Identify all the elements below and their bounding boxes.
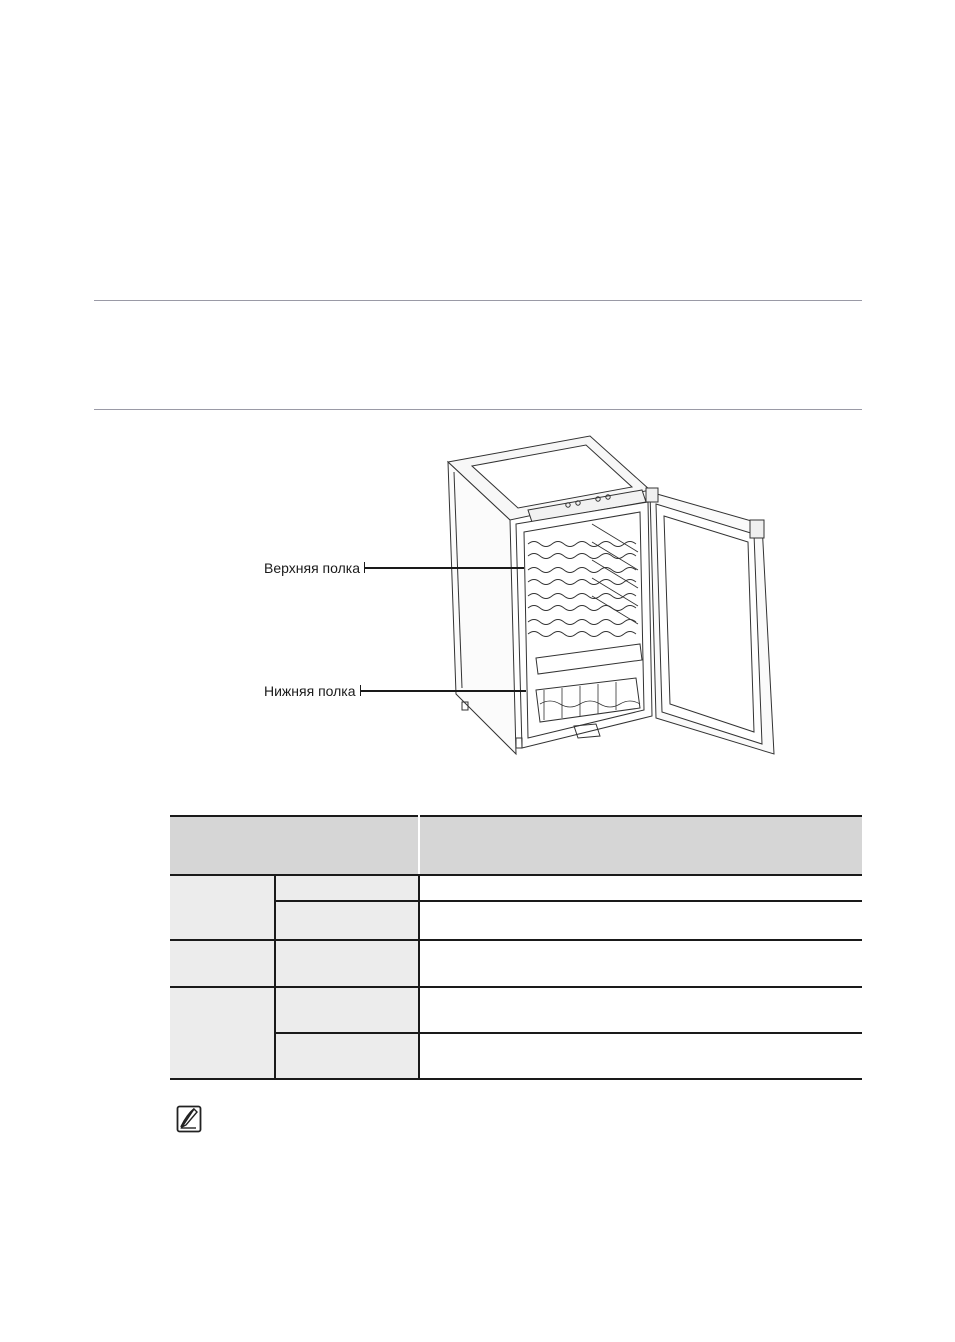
lower-shelf-label: Нижняя полка [264,683,356,699]
table-group-3 [170,988,274,1079]
table-rule-top [170,815,862,817]
table-row-4-value [420,988,862,1032]
table-row-5-item [276,1034,418,1079]
table-header-col-2 [420,815,862,874]
table-header-separator [418,815,420,874]
callout-upper-shelf [264,560,524,576]
table-rule-row [274,1032,862,1034]
section-divider-bottom [94,409,862,410]
table-row-2-value [420,902,862,939]
callout-lower-shelf [264,683,526,699]
table-rule-col-1 [274,874,276,1079]
section-divider-top [94,300,862,301]
table-row-3-item [276,941,418,986]
table-row-1-item [276,875,418,900]
table-group-1 [170,875,274,939]
table-rule-row [274,900,862,902]
table-row-3-value [420,941,862,986]
lower-shelf-leader-line [360,690,526,691]
table-header-col-1 [170,815,418,874]
wine-cooler-illustration [440,432,780,762]
upper-shelf-label: Верхняя полка [264,560,360,576]
note-pencil-icon [176,1105,202,1133]
table-group-2 [170,941,274,986]
table-row-4-item [276,988,418,1032]
table-row-1-value [420,875,862,900]
table-row-5-value [420,1034,862,1079]
upper-shelf-leader-line [364,567,524,568]
table-rule-col-2 [418,874,420,1079]
table-row-2-item [276,902,418,939]
